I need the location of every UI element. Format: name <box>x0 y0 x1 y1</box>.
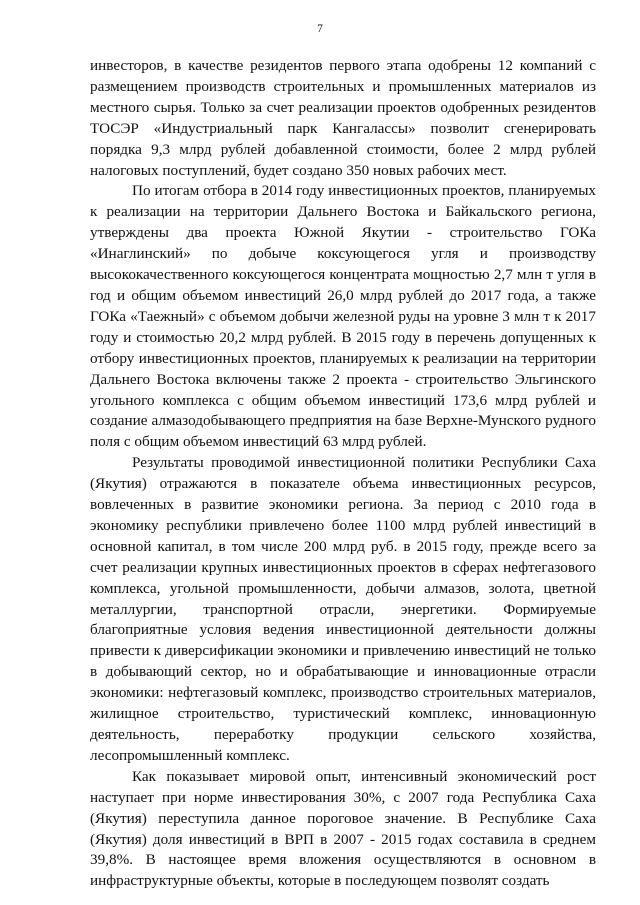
paragraph-continuation: инвесторов, в качестве резидентов первого этапа одобрены 12 компаний с размещением производств строительных и промышленных материалов из местного сырья. Только за счет реализации проектов одобренных резидентов ТОСЭР «Индустриальный парк Кангалассы» позволит сгенерировать порядка 9,3 млрд рублей добавленной стоимости, более 2 млрд рублей налоговых поступлений, будет создано 350 новых рабочих мест. <box>90 57 596 179</box>
page-number: 7 <box>317 23 323 35</box>
paragraph-investment-results: Результаты проводимой инвестиционной политики Республики Саха (Якутия) отражаются в показателе объема инвестиционных ресурсов, вовлеченных в развитие экономики региона. За период с 2010 года в экономику республики привлечено более 1100 млрд рублей инвестиций в основной капитал, в том числе 200 млрд руб. в 2015 году, прежде всего за счет реализации крупных инвестиционных проектов в сферах нефтегазового комплекса, угольной промышленности, добычи алмазов, золота, цветной металлургии, транспортной отрасли, энергетики. Формируемые благоприятные условия ведения инвестиционной деятельности должны привести к диверсификации экономики и привлечению инвестиций не только в добывающий сектор, но и обрабатывающие и инновационные отрасли экономики: нефтегазовый комплекс, производство строительных материалов, жилищное строительство, туристический комплекс, инновационную деятельность, переработку продукции сельского хозяйства, лесопромышленный комплекс. <box>90 454 596 764</box>
document-body <box>90 56 596 892</box>
paragraph-investment-projects: По итогам отбора в 2014 году инвестиционных проектов, планируемых к реализации на территории Дальнего Востока и Байкальского региона, утверждены два проекта Южной Якутии - строительство ГОКа «Инаглинский» по добыче коксующегося угля и производству высококачественного коксующегося концентрата мощностью 2,7 млн т угля в год и общим объемом инвестиций 26,0 млрд рублей до 2017 года, а также ГОКа «Таежный» с объемом добычи железной руды на уровне 3 млн т к 2017 году и стоимостью 20,2 млрд рублей. В 2015 году в перечень допущенных к отбору инвестиционных проектов, планируемых к реализации на территории Дальнего Востока включены также 2 проекта - строительство Эльгинского угольного комплекса с общим объемом инвестиций 173,6 млрд рублей и создание алмазодобывающего предприятия на базе Верхне-Мунского рудного поля с общим объемом инвестиций 63 млрд рублей. <box>90 182 596 451</box>
paragraph-world-experience: Как показывает мировой опыт, интенсивный экономический рост наступает при норме инвестирования 30%, с 2007 года Республика Саха (Якутия) переступила данное пороговое значение. В Республике Саха (Якутия) доля инвестиций в ВРП в 2007 - 2015 годах составила в среднем 39,8%. В настоящее время вложения осуществляются в основном в инфраструктурные объекты, которые в последующем позволят создать <box>90 767 596 890</box>
